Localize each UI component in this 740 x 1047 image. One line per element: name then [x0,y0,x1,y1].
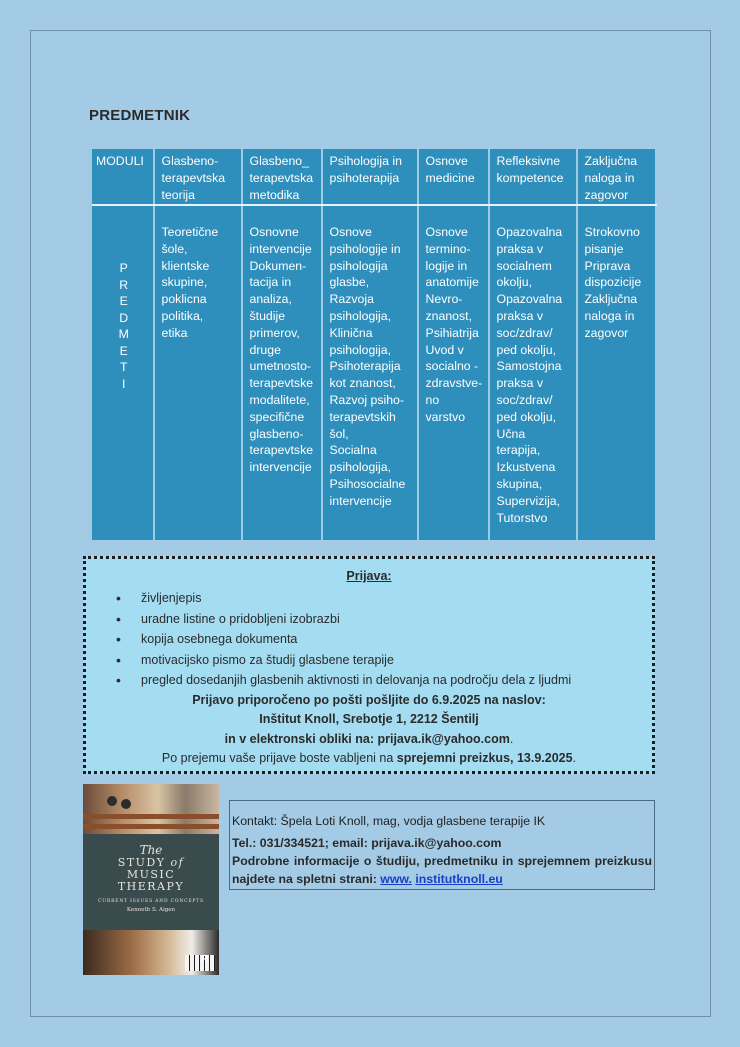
cell-line: anatomije [425,275,479,290]
cell-line: termino- [425,241,471,256]
cell-line: glasbeno- [249,426,304,441]
cell-line: politika, [161,308,204,323]
contact-box [229,800,655,890]
cell-line: Psihosocialne [329,476,406,491]
cell-line: Glasbeno_ [249,154,309,168]
header-cell [91,149,154,205]
cell-line: modalitete, [249,392,310,407]
cell-line: šol, [329,426,349,441]
cell-line: psihologija, [329,460,392,475]
cell-line: zdravstve- [425,376,483,391]
contact-phone-email: Tel.: 031/334521; email: prijava.ik@yahoo.com [232,836,502,850]
cell-line: Osnove [329,225,372,239]
cell-line: soc/zdrav/ [496,392,553,407]
postal-address: Inštitut Knoll, Srebotje 1, 2212 Šentilj [259,712,479,726]
cell-line: dispozicije [584,275,642,290]
cell-line: Psihiatrija [425,325,479,340]
cell-line: Strokovno [584,225,640,239]
row-label-vertical [91,205,154,540]
cell-line: Opazovalna [496,225,563,239]
book-photo-top [83,784,219,834]
cell-line: Teoretične [161,225,219,239]
cell-line: Psihoterapija [329,359,401,374]
cell-line: Priprava [584,258,631,273]
cell-line: skupine, [161,275,208,290]
application-box [83,556,655,774]
exam-prefix: Po prejemu vaše prijave boste vabljeni na [161,751,397,765]
row-label-letter: M [118,327,129,341]
website-link[interactable]: institutknoll.eu [415,872,503,886]
contact-info [232,852,652,888]
cell-line: druge [249,342,281,357]
cell-line: etika [161,325,188,340]
table-cell [489,205,577,540]
cell-line: naloga in [584,170,635,185]
book-title-word: The [139,843,163,857]
cell-line: Učna [496,426,526,441]
book-cover-image [83,784,219,975]
cell-line: Samostojna [496,359,562,374]
cell-line: intervencije [249,460,312,475]
header-cell [489,149,577,205]
exam-date: sprejemni preizkus, 13.9.2025 [396,751,573,765]
cell-line: Zaključna [584,292,638,307]
cell-line: terapevtske [249,376,314,391]
list-item: • motivacijsko pismo za študij glasbene terapije [116,650,652,671]
cell-line: Dokumen- [249,258,307,273]
book-title-word: of [170,856,185,869]
cell-line: varstvo [425,409,466,424]
cell-line: MODULI [96,154,144,168]
cell-line: Supervizija, [496,493,561,508]
cell-line: primerov, [249,325,300,340]
cell-line: Opazovalna [496,292,563,307]
curriculum-table [89,149,657,540]
cell-line: praksa v [496,308,543,323]
cell-line: Osnovne [249,225,299,239]
cell-line: intervencije [249,241,312,256]
cell-line: psihologija [329,258,388,273]
cell-line: tacija in [249,275,292,290]
table-cell [154,205,242,540]
cell-line: terapevtskih [329,409,396,424]
application-list [116,588,652,691]
cell-line: študije [249,308,286,323]
cell-line: Refleksivne [496,154,561,168]
cell-line: no [425,392,440,407]
cell-line: ped okolju, [496,342,556,357]
header-cell [577,149,657,205]
cell-line: ped okolju, [496,409,556,424]
cell-line: Uvod v [425,342,464,357]
row-label-letter: T [119,360,128,374]
cell-line: glasbe, [329,275,370,290]
cell-line: analiza, [249,292,292,307]
cell-line: zagovor [584,187,629,202]
header-cell [322,149,418,205]
book-photo-bottom [83,930,219,975]
list-item: • pregled dosedanjih glasbenih aktivnosti in delovanja na področju dela z ljudmi [116,670,652,691]
cell-line: terapevtska [161,170,226,185]
cell-line: Socialna [329,443,377,458]
cell-line: Glasbeno- [161,154,219,168]
book-subtitle: CURRENT ISSUES AND CONCEPTS [98,899,204,904]
cell-line: medicine [425,170,475,185]
cell-line: poklicna [161,292,207,307]
cell-line: kompetence [496,170,564,185]
cell-line: Osnove [425,154,468,168]
header-cell [242,149,322,205]
cell-line: Klinična [329,325,373,340]
application-email[interactable]: prijava.ik@yahoo.com [377,731,510,746]
header-cell [154,149,242,205]
row-label-letter: P [119,261,128,275]
cell-line: umetnosto- [249,359,312,374]
submission-deadline: Prijavo priporočeno po pošti pošljite do 6.9.2025 na naslov: [192,692,546,707]
list-item: • uradne listine o pridobljeni izobrazbi [116,609,652,630]
book-title-block [83,834,219,930]
table-cell [322,205,418,540]
row-label-letter: I [122,376,126,391]
cell-line: Razvoja [329,292,374,307]
email-line [86,730,652,750]
table-cell [418,205,489,540]
cell-line: praksa v [496,376,543,391]
cell-line: skupina, [496,476,543,491]
page-title: PREDMETNIK [89,107,191,124]
cell-line: okolju, [496,275,533,290]
cell-line: znanost, [425,308,472,323]
row-label-letter: D [119,310,129,325]
table-cell [242,205,322,540]
publisher-logo: R [201,954,209,965]
curriculum-table-container [89,149,655,540]
cell-line: psihoterapija [329,170,400,185]
cell-line: logije in [425,258,468,273]
header-cell [418,149,489,205]
contact-person: Kontakt: Špela Loti Knoll, mag, vodja glasbene terapije IK [232,814,546,828]
table-header-row [91,149,657,205]
cell-line: psihologija, [329,308,392,323]
exam-line [86,749,652,769]
email-suffix: . [509,731,514,746]
cell-line: Osnove [425,225,468,239]
cell-line: klientske [161,258,210,273]
cell-line: terapija, [496,443,541,458]
exam-suffix: . [572,751,577,765]
cell-line: Nevro- [425,292,463,307]
email-prefix: in v elektronski obliki na: [224,731,378,746]
cell-line: šole, [161,241,188,256]
website-link-prefix[interactable]: www. [380,872,412,886]
cell-line: intervencije [329,493,392,508]
book-author: Kenneth S. Aigen [126,907,176,913]
cell-line: kot znanost, [329,376,396,391]
cell-line: psihologija, [329,342,392,357]
table-cell [577,205,657,540]
piano-keys-shape [185,955,215,971]
cell-line: Zaključna [584,154,638,168]
book-title-word: THERAPY [117,880,185,893]
cell-line: teorija [161,187,195,202]
cell-line: zagovor [584,325,629,340]
contact-info-text: Podrobne informacije o študiju, predmetniku in sprejemnem preizkusu najdete na spletni strani: [232,854,652,886]
cell-line: Izkustvena [496,460,556,475]
cell-line: Razvoj psiho- [329,392,404,407]
list-item: • življenjepis [116,588,652,609]
row-label-letter: E [119,294,128,308]
cell-line: terapevtske [249,443,314,458]
cell-line: specifične [249,409,305,424]
cell-line: psihologije in [329,241,401,256]
row-label-letter: R [119,277,129,292]
book-title-word: MUSIC [126,868,176,881]
application-title: Prijava: [346,569,392,583]
cell-line: praksa v [496,241,543,256]
book-title-word: STUDY [117,856,166,869]
cell-line: Psihologija in [329,154,402,168]
cell-line: Tutorstvo [496,510,548,525]
cell-line: pisanje [584,241,624,256]
cell-line: metodika [249,187,300,202]
table-row [91,205,657,540]
cell-line: socialno - [425,359,479,374]
row-label-letter: E [119,343,128,358]
cell-line: socialnem [496,258,552,273]
list-item: • kopija osebnega dokumenta [116,629,652,650]
cell-line: terapevtska [249,170,314,185]
cell-line: soc/zdrav/ [496,325,553,340]
cell-line: naloga in [584,308,635,323]
